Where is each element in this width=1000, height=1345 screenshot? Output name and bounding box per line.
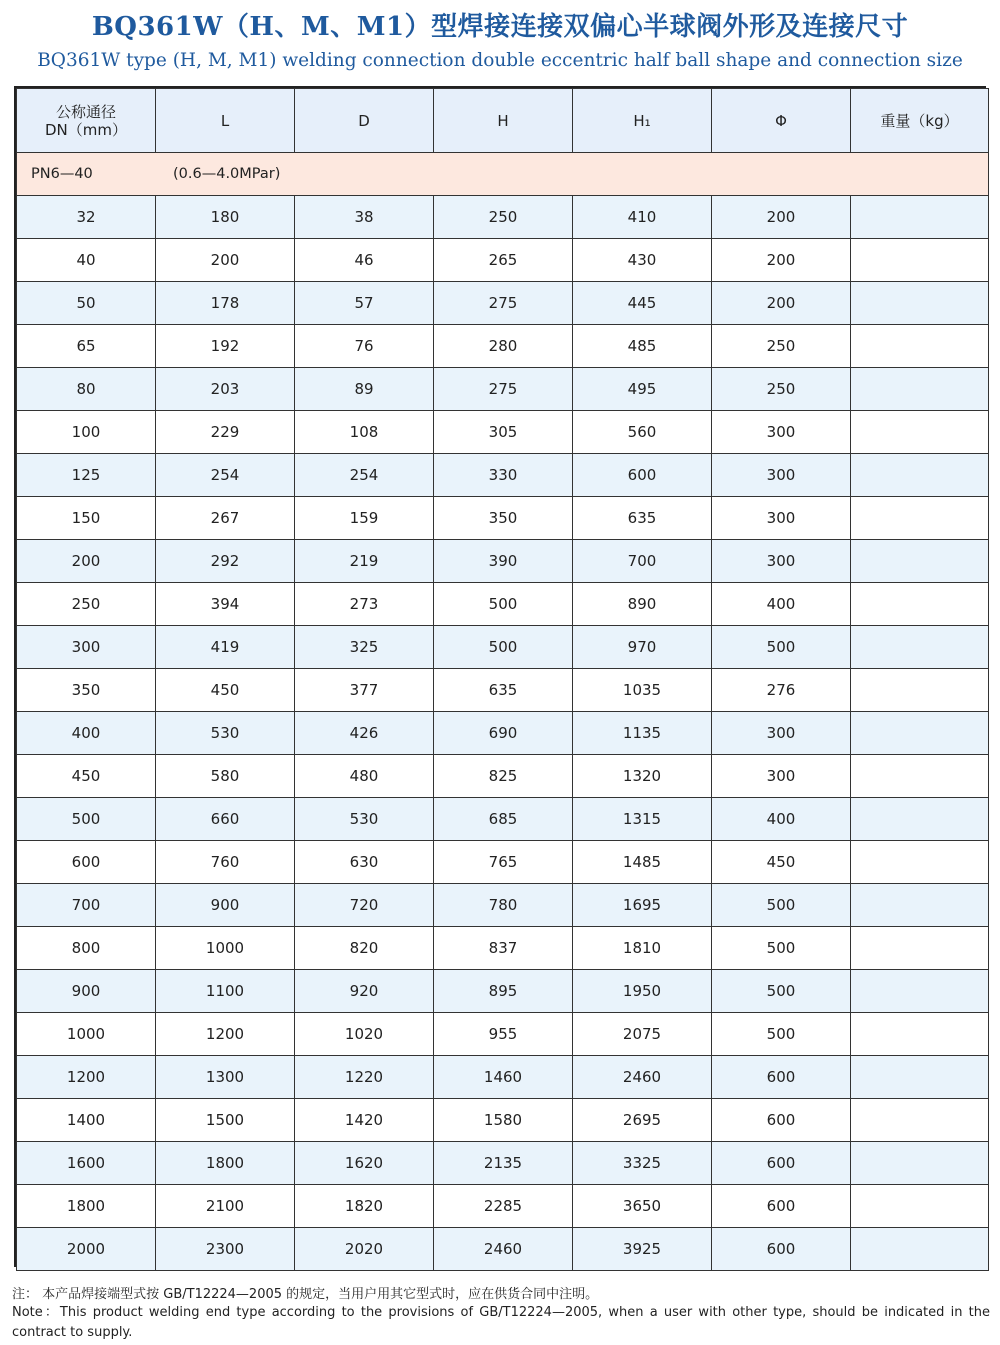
cell-weight bbox=[851, 325, 989, 368]
cell-d: 254 bbox=[295, 454, 434, 497]
cell-dn: 900 bbox=[17, 970, 156, 1013]
cell-d: 920 bbox=[295, 970, 434, 1013]
cell-h1: 3325 bbox=[573, 1142, 712, 1185]
cell-weight bbox=[851, 196, 989, 239]
cell-d: 1020 bbox=[295, 1013, 434, 1056]
cell-d: 325 bbox=[295, 626, 434, 669]
table-row bbox=[17, 755, 989, 798]
cell-dn: 1600 bbox=[17, 1142, 156, 1185]
cell-l: 254 bbox=[156, 454, 295, 497]
cell-h1: 700 bbox=[573, 540, 712, 583]
table-row bbox=[17, 1099, 989, 1142]
pressure-row bbox=[17, 153, 989, 196]
cell-dn: 32 bbox=[17, 196, 156, 239]
cell-dn: 80 bbox=[17, 368, 156, 411]
cell-l: 229 bbox=[156, 411, 295, 454]
cell-h: 955 bbox=[434, 1013, 573, 1056]
cell-h: 2285 bbox=[434, 1185, 573, 1228]
cell-h1: 485 bbox=[573, 325, 712, 368]
cell-h1: 890 bbox=[573, 583, 712, 626]
cell-phi: 250 bbox=[712, 325, 851, 368]
table-row bbox=[17, 1142, 989, 1185]
cell-dn: 350 bbox=[17, 669, 156, 712]
cell-h: 1580 bbox=[434, 1099, 573, 1142]
cell-h1: 600 bbox=[573, 454, 712, 497]
cell-h: 2460 bbox=[434, 1228, 573, 1271]
cell-l: 203 bbox=[156, 368, 295, 411]
header-phi: Φ bbox=[712, 89, 851, 153]
cell-weight bbox=[851, 411, 989, 454]
cell-dn: 1800 bbox=[17, 1185, 156, 1228]
cell-phi: 600 bbox=[712, 1228, 851, 1271]
cell-weight bbox=[851, 884, 989, 927]
cell-weight bbox=[851, 239, 989, 282]
cell-l: 292 bbox=[156, 540, 295, 583]
table-row bbox=[17, 325, 989, 368]
cell-weight bbox=[851, 454, 989, 497]
table-row bbox=[17, 196, 989, 239]
cell-h1: 2075 bbox=[573, 1013, 712, 1056]
cell-dn: 125 bbox=[17, 454, 156, 497]
cell-l: 2300 bbox=[156, 1228, 295, 1271]
cell-weight bbox=[851, 1099, 989, 1142]
cell-dn: 450 bbox=[17, 755, 156, 798]
cell-dn: 50 bbox=[17, 282, 156, 325]
cell-dn: 250 bbox=[17, 583, 156, 626]
cell-dn: 700 bbox=[17, 884, 156, 927]
cell-d: 377 bbox=[295, 669, 434, 712]
cell-phi: 400 bbox=[712, 798, 851, 841]
cell-phi: 600 bbox=[712, 1056, 851, 1099]
cell-d: 76 bbox=[295, 325, 434, 368]
table-row bbox=[17, 798, 989, 841]
cell-d: 720 bbox=[295, 884, 434, 927]
cell-h1: 2460 bbox=[573, 1056, 712, 1099]
cell-h: 305 bbox=[434, 411, 573, 454]
cell-phi: 200 bbox=[712, 239, 851, 282]
cell-phi: 300 bbox=[712, 755, 851, 798]
cell-weight bbox=[851, 841, 989, 884]
cell-l: 267 bbox=[156, 497, 295, 540]
cell-h: 1460 bbox=[434, 1056, 573, 1099]
cell-h: 2135 bbox=[434, 1142, 573, 1185]
cell-weight bbox=[851, 583, 989, 626]
table-row bbox=[17, 669, 989, 712]
cell-weight bbox=[851, 712, 989, 755]
header-h1: H₁ bbox=[573, 89, 712, 153]
cell-h1: 1485 bbox=[573, 841, 712, 884]
cell-l: 2100 bbox=[156, 1185, 295, 1228]
cell-h: 895 bbox=[434, 970, 573, 1013]
cell-phi: 500 bbox=[712, 927, 851, 970]
cell-l: 1500 bbox=[156, 1099, 295, 1142]
table-row bbox=[17, 368, 989, 411]
table-row bbox=[17, 626, 989, 669]
cell-weight bbox=[851, 1185, 989, 1228]
cell-l: 419 bbox=[156, 626, 295, 669]
cell-h1: 1950 bbox=[573, 970, 712, 1013]
cell-l: 1000 bbox=[156, 927, 295, 970]
cell-weight bbox=[851, 798, 989, 841]
cell-phi: 300 bbox=[712, 540, 851, 583]
header-dn-line1: 公称通径 bbox=[55, 102, 116, 121]
cell-h: 330 bbox=[434, 454, 573, 497]
cell-phi: 276 bbox=[712, 669, 851, 712]
cell-phi: 300 bbox=[712, 497, 851, 540]
cell-dn: 200 bbox=[17, 540, 156, 583]
cell-h1: 445 bbox=[573, 282, 712, 325]
cell-d: 38 bbox=[295, 196, 434, 239]
cell-l: 1800 bbox=[156, 1142, 295, 1185]
cell-phi: 500 bbox=[712, 1013, 851, 1056]
cell-h1: 635 bbox=[573, 497, 712, 540]
cell-phi: 300 bbox=[712, 712, 851, 755]
table-row bbox=[17, 282, 989, 325]
note-chinese: 注： 本产品焊接端型式按 GB/T12224—2005 的规定，当用户用其它型式时，应在供货合同中注明。 bbox=[12, 1287, 599, 1302]
table-row bbox=[17, 884, 989, 927]
cell-h1: 560 bbox=[573, 411, 712, 454]
cell-dn: 100 bbox=[17, 411, 156, 454]
cell-dn: 2000 bbox=[17, 1228, 156, 1271]
note-english: Note：This product welding end type according to the provisions of GB/T12224—2005, when a user with other type, should be indicated in the contract to supply. bbox=[12, 1305, 990, 1340]
cell-l: 530 bbox=[156, 712, 295, 755]
cell-phi: 600 bbox=[712, 1185, 851, 1228]
cell-weight bbox=[851, 497, 989, 540]
cell-dn: 1400 bbox=[17, 1099, 156, 1142]
cell-h1: 970 bbox=[573, 626, 712, 669]
header-dn bbox=[17, 89, 156, 153]
cell-l: 900 bbox=[156, 884, 295, 927]
cell-d: 426 bbox=[295, 712, 434, 755]
cell-d: 219 bbox=[295, 540, 434, 583]
pressure-label: PN6—40 bbox=[31, 166, 93, 182]
cell-dn: 800 bbox=[17, 927, 156, 970]
cell-h: 275 bbox=[434, 282, 573, 325]
header-h: H bbox=[434, 89, 573, 153]
cell-dn: 150 bbox=[17, 497, 156, 540]
cell-h: 837 bbox=[434, 927, 573, 970]
cell-h1: 1320 bbox=[573, 755, 712, 798]
cell-d: 1620 bbox=[295, 1142, 434, 1185]
cell-h: 500 bbox=[434, 583, 573, 626]
cell-h1: 495 bbox=[573, 368, 712, 411]
cell-h: 500 bbox=[434, 626, 573, 669]
cell-h1: 2695 bbox=[573, 1099, 712, 1142]
table-row bbox=[17, 927, 989, 970]
table-row bbox=[17, 1185, 989, 1228]
cell-h1: 1695 bbox=[573, 884, 712, 927]
cell-d: 1220 bbox=[295, 1056, 434, 1099]
cell-phi: 450 bbox=[712, 841, 851, 884]
cell-h: 780 bbox=[434, 884, 573, 927]
cell-dn: 500 bbox=[17, 798, 156, 841]
cell-phi: 500 bbox=[712, 626, 851, 669]
cell-h: 825 bbox=[434, 755, 573, 798]
table-row bbox=[17, 583, 989, 626]
cell-weight bbox=[851, 368, 989, 411]
dimensions-table bbox=[16, 88, 989, 1271]
cell-d: 2020 bbox=[295, 1228, 434, 1271]
cell-l: 450 bbox=[156, 669, 295, 712]
cell-d: 89 bbox=[295, 368, 434, 411]
cell-phi: 300 bbox=[712, 411, 851, 454]
cell-h1: 1035 bbox=[573, 669, 712, 712]
cell-dn: 1200 bbox=[17, 1056, 156, 1099]
cell-h: 635 bbox=[434, 669, 573, 712]
cell-h: 690 bbox=[434, 712, 573, 755]
cell-d: 530 bbox=[295, 798, 434, 841]
cell-d: 820 bbox=[295, 927, 434, 970]
cell-phi: 600 bbox=[712, 1099, 851, 1142]
cell-phi: 600 bbox=[712, 1142, 851, 1185]
cell-l: 394 bbox=[156, 583, 295, 626]
table-row bbox=[17, 970, 989, 1013]
header-l: L bbox=[156, 89, 295, 153]
cell-weight bbox=[851, 1056, 989, 1099]
table-row bbox=[17, 712, 989, 755]
cell-d: 159 bbox=[295, 497, 434, 540]
cell-h1: 1135 bbox=[573, 712, 712, 755]
cell-phi: 400 bbox=[712, 583, 851, 626]
cell-dn: 65 bbox=[17, 325, 156, 368]
table-row bbox=[17, 411, 989, 454]
cell-l: 192 bbox=[156, 325, 295, 368]
cell-l: 660 bbox=[156, 798, 295, 841]
cell-dn: 1000 bbox=[17, 1013, 156, 1056]
cell-l: 1200 bbox=[156, 1013, 295, 1056]
cell-h1: 1315 bbox=[573, 798, 712, 841]
cell-h: 765 bbox=[434, 841, 573, 884]
cell-d: 630 bbox=[295, 841, 434, 884]
cell-phi: 250 bbox=[712, 368, 851, 411]
cell-weight bbox=[851, 755, 989, 798]
header-d: D bbox=[295, 89, 434, 153]
cell-dn: 40 bbox=[17, 239, 156, 282]
cell-h: 250 bbox=[434, 196, 573, 239]
cell-weight bbox=[851, 927, 989, 970]
table-row bbox=[17, 454, 989, 497]
cell-phi: 300 bbox=[712, 454, 851, 497]
cell-d: 1420 bbox=[295, 1099, 434, 1142]
cell-d: 1820 bbox=[295, 1185, 434, 1228]
cell-weight bbox=[851, 669, 989, 712]
cell-weight bbox=[851, 1013, 989, 1056]
cell-l: 180 bbox=[156, 196, 295, 239]
cell-dn: 600 bbox=[17, 841, 156, 884]
dimensions-table-frame bbox=[14, 86, 986, 1267]
cell-h: 685 bbox=[434, 798, 573, 841]
cell-h1: 410 bbox=[573, 196, 712, 239]
cell-h1: 430 bbox=[573, 239, 712, 282]
cell-h: 265 bbox=[434, 239, 573, 282]
cell-l: 200 bbox=[156, 239, 295, 282]
pressure-cell bbox=[17, 153, 989, 196]
cell-dn: 300 bbox=[17, 626, 156, 669]
cell-l: 1300 bbox=[156, 1056, 295, 1099]
cell-l: 1100 bbox=[156, 970, 295, 1013]
cell-h1: 3650 bbox=[573, 1185, 712, 1228]
page-subtitle: BQ361W type (H, M, M1) welding connection double eccentric half ball shape and connection size bbox=[37, 50, 963, 71]
table-row bbox=[17, 540, 989, 583]
cell-d: 480 bbox=[295, 755, 434, 798]
table-header-row bbox=[17, 89, 989, 153]
cell-weight bbox=[851, 626, 989, 669]
table-row bbox=[17, 841, 989, 884]
cell-phi: 500 bbox=[712, 884, 851, 927]
table-row bbox=[17, 1013, 989, 1056]
cell-h: 275 bbox=[434, 368, 573, 411]
cell-weight bbox=[851, 970, 989, 1013]
cell-phi: 500 bbox=[712, 970, 851, 1013]
cell-l: 178 bbox=[156, 282, 295, 325]
table-row bbox=[17, 1056, 989, 1099]
cell-weight bbox=[851, 1228, 989, 1271]
cell-l: 760 bbox=[156, 841, 295, 884]
cell-d: 108 bbox=[295, 411, 434, 454]
cell-h: 280 bbox=[434, 325, 573, 368]
cell-h: 350 bbox=[434, 497, 573, 540]
cell-weight bbox=[851, 540, 989, 583]
cell-d: 273 bbox=[295, 583, 434, 626]
cell-d: 57 bbox=[295, 282, 434, 325]
cell-dn: 400 bbox=[17, 712, 156, 755]
table-row bbox=[17, 497, 989, 540]
cell-phi: 200 bbox=[712, 196, 851, 239]
cell-weight bbox=[851, 1142, 989, 1185]
cell-h1: 3925 bbox=[573, 1228, 712, 1271]
pressure-range: (0.6—4.0MPar) bbox=[173, 166, 281, 182]
cell-d: 46 bbox=[295, 239, 434, 282]
header-dn-line2: DN（mm） bbox=[45, 120, 127, 139]
table-row bbox=[17, 239, 989, 282]
header-weight: 重量（kg） bbox=[851, 89, 989, 153]
cell-h1: 1810 bbox=[573, 927, 712, 970]
cell-weight bbox=[851, 282, 989, 325]
cell-l: 580 bbox=[156, 755, 295, 798]
cell-h: 390 bbox=[434, 540, 573, 583]
page-title: BQ361W（H、M、M1）型焊接连接双偏心半球阀外形及连接尺寸 bbox=[91, 12, 909, 42]
cell-phi: 200 bbox=[712, 282, 851, 325]
table-row bbox=[17, 1228, 989, 1271]
